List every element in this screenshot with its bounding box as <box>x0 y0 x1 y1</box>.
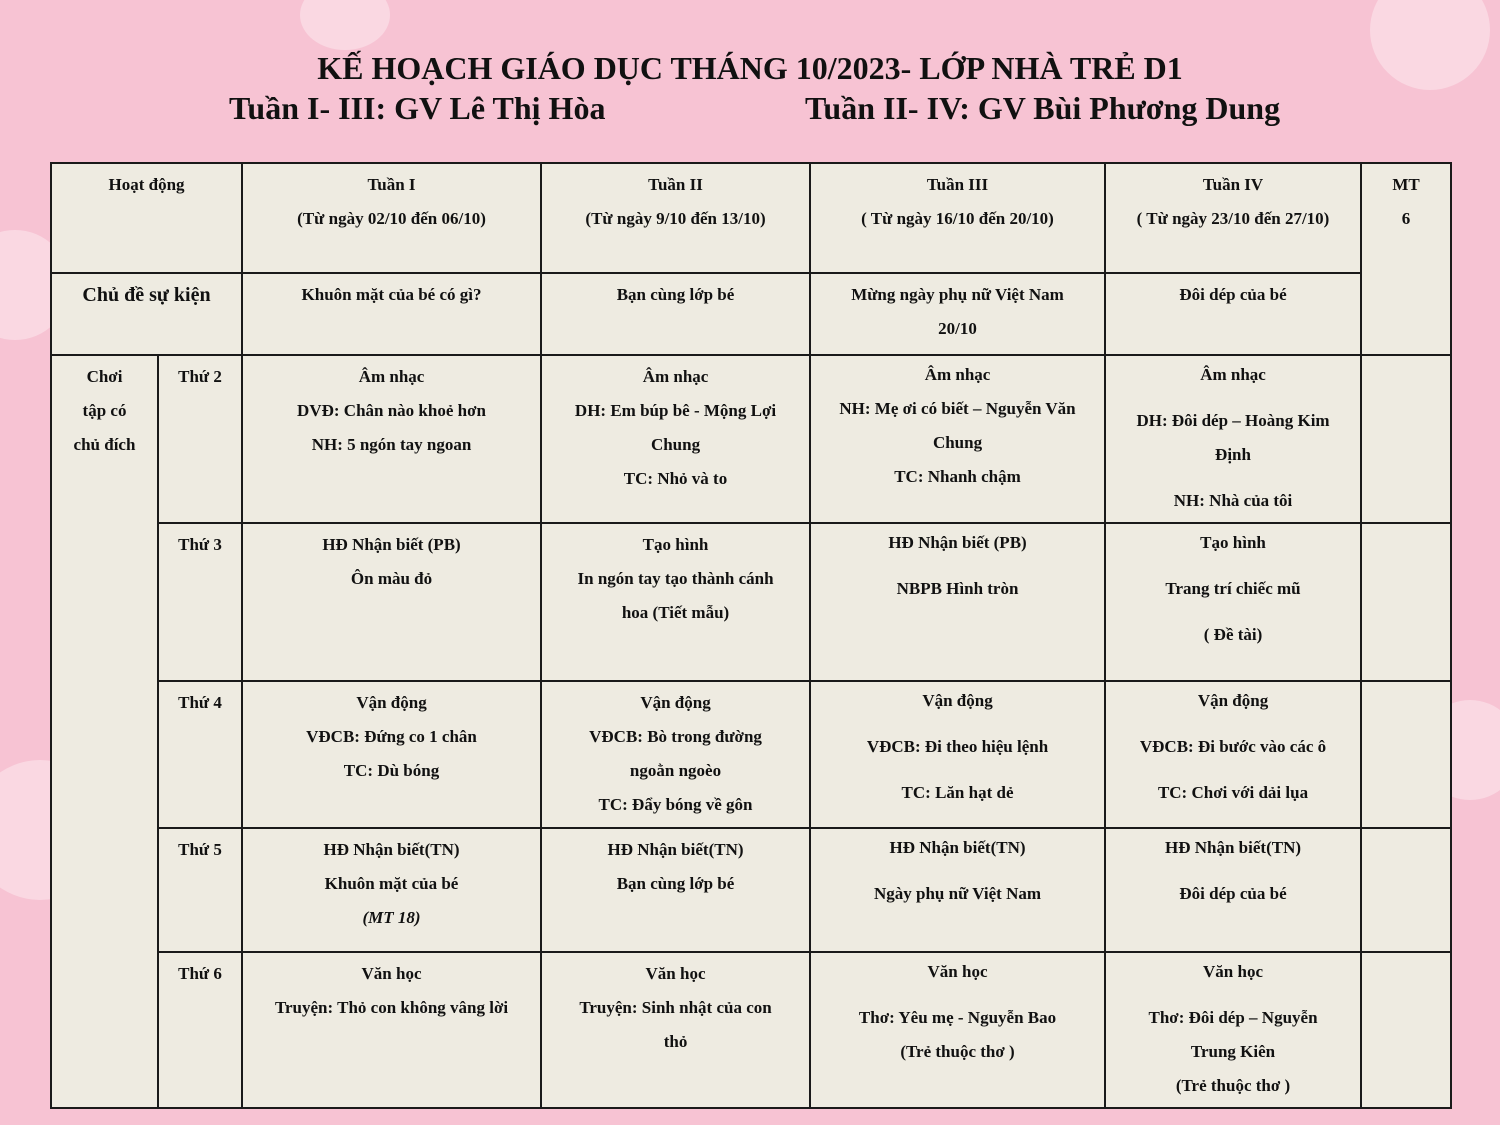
cell-line-objective: (MT 18) <box>362 908 421 927</box>
week-name: Tuần IV <box>1202 175 1264 194</box>
mt-cell <box>1361 355 1451 523</box>
cell-line: HĐ Nhận biết (PB) <box>322 535 461 554</box>
cell-line: HĐ Nhận biết(TN) <box>1165 838 1302 857</box>
plan-cell <box>242 355 541 523</box>
plan-cell <box>810 828 1105 952</box>
cell-line: TC: Đẩy bóng về gôn <box>598 795 753 814</box>
topic-text-extra: 20/10 <box>938 319 977 338</box>
week-header-row <box>51 163 1451 273</box>
day-label: Thứ 3 <box>158 523 242 681</box>
week-name: Tuần II <box>648 175 703 194</box>
cell-line: Văn học <box>645 964 706 983</box>
cell-line: TC: Nhỏ và to <box>623 469 728 488</box>
cell-line: HĐ Nhận biết (PB) <box>888 533 1027 552</box>
day-label: Thứ 6 <box>158 952 242 1108</box>
cell-line: NH: Nhà của tôi <box>1173 491 1293 510</box>
cell-line: Tạo hình <box>1200 533 1266 552</box>
cell-line: Âm nhạc <box>924 365 991 384</box>
cell-line: DH: Em búp bê - Mộng Lợi <box>574 401 777 420</box>
cell-line: Vận động <box>640 693 711 712</box>
spacer <box>1114 606 1352 618</box>
cell-line: Chung <box>650 435 701 454</box>
cell-line: Âm nhạc <box>358 367 425 386</box>
cell-line: thỏ <box>663 1032 688 1051</box>
cell-line: DVĐ: Chân nào khoẻ hơn <box>297 401 486 420</box>
cell-line: TC: Chơi với dải lụa <box>1157 783 1309 802</box>
topic-text: Mừng ngày phụ nữ Việt Nam <box>851 285 1064 304</box>
cell-line: VĐCB: Đứng co 1 chân <box>306 727 477 746</box>
cell-line: Đôi dép của bé <box>1179 884 1287 903</box>
cell-line: Văn học <box>1203 962 1263 981</box>
day-row-tuesday <box>51 523 1451 681</box>
cell-line: HĐ Nhận biết(TN) <box>607 840 744 859</box>
plan-cell <box>1105 828 1361 952</box>
mt-cell <box>1361 952 1451 1108</box>
cell-line: In ngón tay tạo thành cánh <box>577 569 774 588</box>
week-dates: ( Từ ngày 16/10 đến 20/10) <box>861 209 1054 228</box>
topic-row <box>51 273 1451 355</box>
day-row-friday <box>51 952 1451 1108</box>
plan-cell <box>810 681 1105 828</box>
education-plan-table <box>50 162 1452 1109</box>
cell-line: NBPB Hình tròn <box>896 579 1019 598</box>
week-1-topic <box>242 273 541 355</box>
cell-line: Truyện: Sinh nhật của con <box>579 998 772 1017</box>
plan-cell <box>242 523 541 681</box>
week-2-topic <box>541 273 810 355</box>
cell-line: Ôn màu đỏ <box>350 569 433 588</box>
mt-label: MT <box>1392 175 1420 194</box>
cell-line: TC: Dù bóng <box>343 761 440 780</box>
day-row-thursday <box>51 828 1451 952</box>
teacher-right: Tuần II- IV: GV Bùi Phương Dung <box>805 90 1281 126</box>
plan-cell <box>541 355 810 523</box>
plan-cell <box>541 681 810 828</box>
cell-line: Truyện: Thỏ con không vâng lời <box>274 998 509 1017</box>
cell-line: Thơ: Yêu mẹ - Nguyễn Bao <box>858 1008 1057 1027</box>
group-label-line: Chơi <box>86 367 123 386</box>
cell-line: Vận động <box>922 691 993 710</box>
spacer <box>819 989 1096 1001</box>
cell-line: Khuôn mặt của bé <box>324 874 459 893</box>
cell-line: VĐCB: Bò trong đường <box>589 727 762 746</box>
spacer <box>1114 764 1352 776</box>
mt-cell <box>1361 828 1451 952</box>
spacer <box>1114 865 1352 877</box>
plan-cell <box>242 681 541 828</box>
week-name: Tuần III <box>926 175 989 194</box>
page-title: KẾ HOẠCH GIÁO DỤC THÁNG 10/2023- LỚP NHÀ TRẺ D1 <box>317 50 1183 86</box>
plan-cell <box>242 952 541 1108</box>
cell-line: Chung <box>932 433 983 452</box>
cell-line: HĐ Nhận biết(TN) <box>323 840 460 859</box>
mt-cell <box>1361 523 1451 681</box>
day-row-wednesday <box>51 681 1451 828</box>
spacer <box>1114 989 1352 1001</box>
cell-line: Trung Kiên <box>1190 1042 1276 1061</box>
cell-line: TC: Lăn hạt dẻ <box>901 783 1014 802</box>
plan-cell <box>541 952 810 1108</box>
spacer <box>1114 472 1352 484</box>
teacher-left: Tuần I- III: GV Lê Thị Hòa <box>229 90 606 126</box>
group-label-line: chủ đích <box>73 435 136 454</box>
spacer <box>1114 392 1352 404</box>
plan-cell <box>1105 952 1361 1108</box>
mt-cell <box>1361 681 1451 828</box>
spacer <box>819 718 1096 730</box>
cell-line: Định <box>1215 445 1251 464</box>
plan-cell <box>810 523 1105 681</box>
spacer <box>819 560 1096 572</box>
cell-line: HĐ Nhận biết(TN) <box>889 838 1026 857</box>
spacer <box>819 865 1096 877</box>
cell-line: Ngày phụ nữ Việt Nam <box>874 884 1042 903</box>
topic-text: Đôi dép của bé <box>1179 285 1287 304</box>
topic-text: Bạn cùng lớp bé <box>616 285 735 304</box>
cell-line: Vận động <box>356 693 427 712</box>
spacer <box>819 764 1096 776</box>
cell-line: ngoằn ngoèo <box>629 761 722 780</box>
plan-cell <box>541 523 810 681</box>
day-row-monday <box>51 355 1451 523</box>
week-4-topic <box>1105 273 1361 355</box>
plan-cell <box>1105 681 1361 828</box>
topic-header: Chủ đề sự kiện <box>51 273 242 355</box>
activity-header: Hoạt động <box>51 163 242 273</box>
cell-line: VĐCB: Đi theo hiệu lệnh <box>866 737 1049 756</box>
cell-line: Trang trí chiếc mũ <box>1165 579 1301 598</box>
cell-line: Thơ: Đôi dép – Nguyễn <box>1148 1008 1318 1027</box>
cell-line: Văn học <box>361 964 422 983</box>
plan-cell <box>1105 355 1361 523</box>
spacer <box>1114 560 1352 572</box>
cell-line: Vận động <box>1197 691 1269 710</box>
day-label: Thứ 2 <box>158 355 242 523</box>
cell-line: TC: Nhanh chậm <box>894 467 1021 486</box>
cell-line: ( Đề tài) <box>1203 625 1263 644</box>
group-label <box>51 355 158 1108</box>
topic-text: Khuôn mặt của bé có gì? <box>301 285 482 304</box>
cell-line: NH: Mẹ ơi có biết – Nguyễn Văn <box>839 399 1076 418</box>
cell-line: hoa (Tiết mẫu) <box>621 603 730 622</box>
cell-line: VĐCB: Đi bước vào các ô <box>1139 737 1327 756</box>
week-2-header <box>541 163 810 273</box>
background-blossom <box>300 0 390 50</box>
cell-line: Âm nhạc <box>1200 365 1266 384</box>
cell-line: Tạo hình <box>642 535 709 554</box>
cell-line: (Trẻ thuộc thơ ) <box>900 1042 1015 1061</box>
mt-number: 6 <box>1401 209 1411 228</box>
plan-cell <box>242 828 541 952</box>
mt-header <box>1361 163 1451 355</box>
cell-line: NH: 5 ngón tay ngoan <box>311 435 472 454</box>
group-label-line: tập có <box>82 401 127 420</box>
plan-cell <box>1105 523 1361 681</box>
week-3-topic <box>810 273 1105 355</box>
week-4-header <box>1105 163 1361 273</box>
week-1-header <box>242 163 541 273</box>
week-dates: (Từ ngày 02/10 đến 06/10) <box>297 209 486 228</box>
week-dates: ( Từ ngày 23/10 đến 27/10) <box>1136 209 1330 228</box>
week-3-header <box>810 163 1105 273</box>
plan-cell <box>541 828 810 952</box>
cell-line: (Trẻ thuộc thơ ) <box>1175 1076 1291 1095</box>
cell-line: Văn học <box>927 962 988 981</box>
spacer <box>1114 718 1352 730</box>
cell-line: DH: Đôi dép – Hoàng Kim <box>1136 411 1330 430</box>
day-label: Thứ 5 <box>158 828 242 952</box>
week-dates: (Từ ngày 9/10 đến 13/10) <box>585 209 766 228</box>
week-name: Tuần I <box>367 175 416 194</box>
cell-line: Bạn cùng lớp bé <box>616 874 735 893</box>
cell-line: Âm nhạc <box>642 367 709 386</box>
plan-cell <box>810 952 1105 1108</box>
day-label: Thứ 4 <box>158 681 242 828</box>
plan-cell <box>810 355 1105 523</box>
